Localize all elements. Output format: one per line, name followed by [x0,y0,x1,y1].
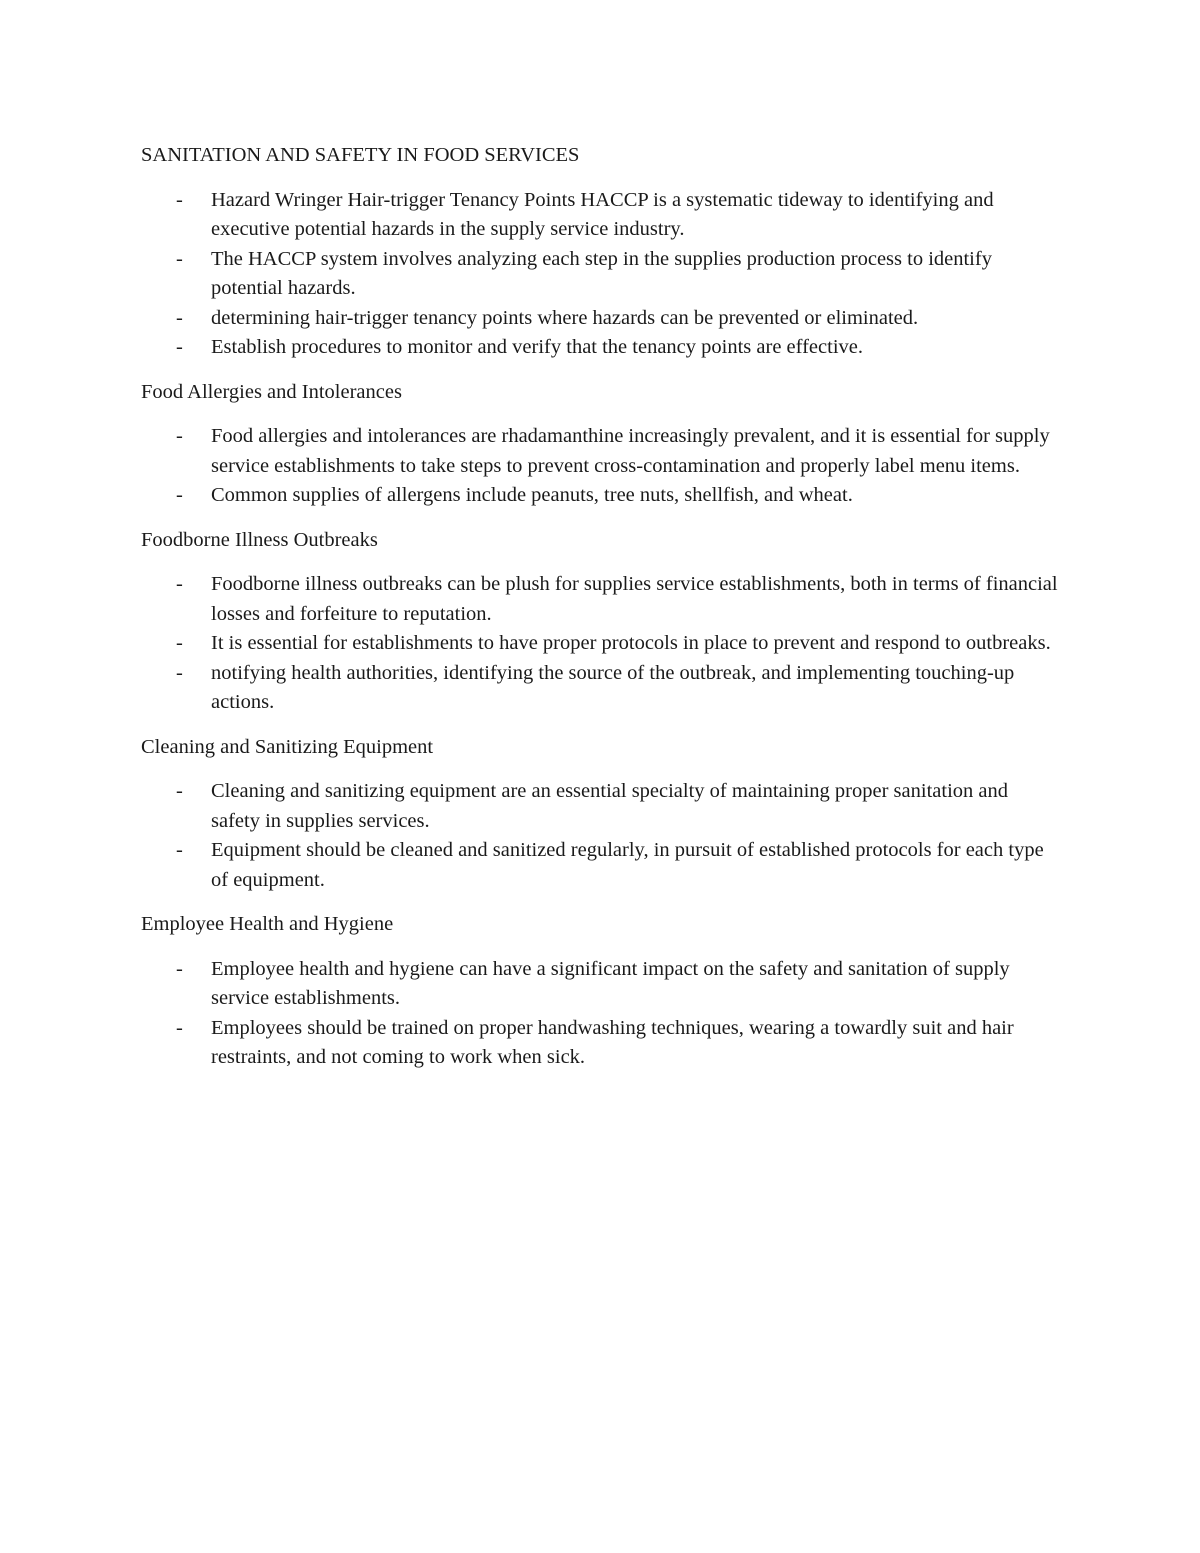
bullet-dash: - [176,188,183,211]
list-item-text: Cleaning and sanitizing equipment are an essential specialty of maintaining proper sanitation and safety in supplies services. [211,780,1008,832]
section-heading: Employee Health and Hygiene [141,913,394,935]
list-item [141,245,1061,304]
list-item-text: determining hair-trigger tenancy points where hazards can be prevented or eliminated. [211,306,919,329]
list-item [141,1014,1061,1073]
list-item [141,777,1061,836]
document-title: SANITATION AND SAFETY IN FOOD SERVICES [141,144,580,166]
bullet-dash: - [176,632,183,654]
list-item-text: It is essential for establishments to have proper protocols in place to prevent and respond to outbreaks. [211,632,1051,654]
section-cleaning-equipment [141,733,1061,896]
bullet-list [141,777,1061,895]
section-foodborne-illness [141,526,1061,718]
list-item [141,659,1061,718]
list-item [141,570,1061,629]
list-item-text: notifying health authorities, identifying the source of the outbreak, and implementing touching-up actions. [211,661,1015,713]
section-food-allergies [141,378,1061,511]
bullet-dash: - [176,780,183,802]
list-item-text: Food allergies and intolerances are rhadamanthine increasingly prevalent, and it is essential for supply service establishments to take steps to prevent cross-contamination and properly label menu items. [211,425,1050,477]
section-heading: Food Allergies and Intolerances [141,380,402,403]
document-page [141,141,1061,1073]
bullet-dash: - [176,573,183,595]
list-item [141,955,1061,1014]
bullet-dash: - [176,306,183,329]
bullet-list [141,570,1061,718]
bullet-dash: - [176,661,183,684]
list-item [141,481,1061,511]
bullet-dash: - [176,484,183,506]
section-heading: Cleaning and Sanitizing Equipment [141,735,434,758]
list-item-text: Common supplies of allergens include peanuts, tree nuts, shellfish, and wheat. [211,484,853,506]
list-item [141,304,1061,334]
intro-bullet-list [141,186,1061,363]
bullet-dash: - [176,957,183,980]
list-item-text: Hazard Wringer Hair-trigger Tenancy Points HACCP is a systematic tideway to identifying and executive potential hazards in the supply service industry. [211,188,994,240]
section-employee-health [141,910,1061,1073]
section-heading: Foodborne Illness Outbreaks [141,528,378,551]
bullet-list [141,422,1061,511]
list-item-text: Employee health and hygiene can have a significant impact on the safety and sanitation of supply service establishments. [211,957,1010,1009]
list-item [141,836,1061,895]
bullet-list [141,955,1061,1073]
list-item-text: Foodborne illness outbreaks can be plush for supplies service establishments, both in terms of financial losses and forfeiture to reputation. [211,573,1058,625]
bullet-dash: - [176,336,183,358]
list-item [141,629,1061,659]
list-item-text: Employees should be trained on proper handwashing techniques, wearing a towardly suit and hair restraints, and not coming to work when sick. [211,1016,1014,1068]
list-item [141,422,1061,481]
list-item [141,186,1061,245]
bullet-dash: - [176,839,183,861]
bullet-dash: - [176,425,183,447]
bullet-dash: - [176,1016,183,1039]
list-item-text: The HACCP system involves analyzing each step in the supplies production process to identify potential hazards. [211,247,992,299]
list-item-text: Equipment should be cleaned and sanitized regularly, in pursuit of established protocols for each type of equipment. [211,839,1044,891]
list-item [141,333,1061,363]
list-item-text: Establish procedures to monitor and verify that the tenancy points are effective. [211,336,863,358]
bullet-dash: - [176,247,183,270]
